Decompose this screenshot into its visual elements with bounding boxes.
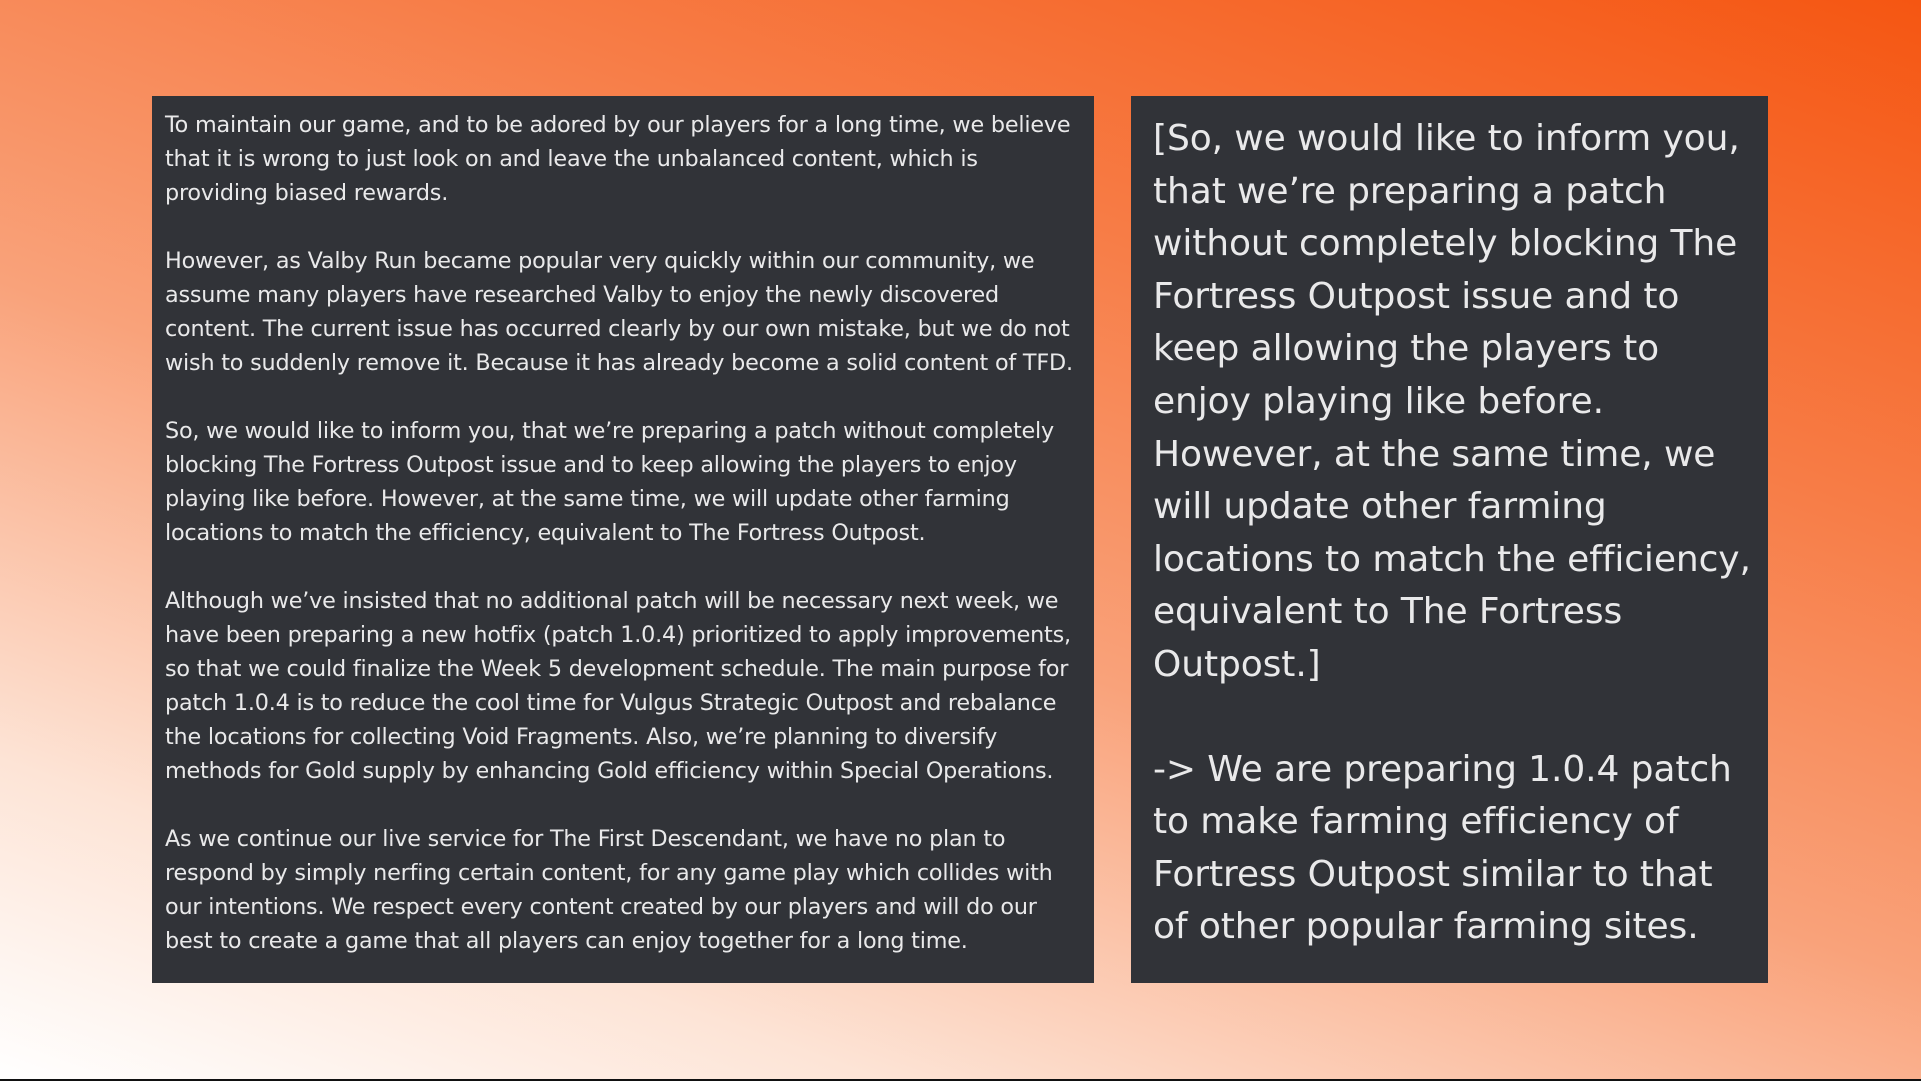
paragraph-5: As we continue our live service for The First Descendant, we have no plan to respond by simply nerfing certain content, for any game play which collides with our intentions. We respect every content created by our players and will do our best to create a game that all players can enjoy together for a long time.: [165, 826, 1053, 954]
announcement-text-panel: [152, 96, 1094, 983]
highlight-body: [1153, 113, 1752, 954]
highlight-quote: [So, we would like to inform you, that we’re preparing a patch without completely blocking The Fortress Outpost issue and to keep allowing the players to enjoy playing like before. However, at the same time, we will update other farming locations to match the efficiency, equivalent to The Fortress Outpost.]: [1153, 118, 1751, 685]
paragraph-3: So, we would like to inform you, that we’re preparing a patch without completely blocking The Fortress Outpost issue and to keep allowing the players to enjoy playing like before. However, at the same time, we will update other farming locations to match the efficiency, equivalent to The Fortress Outpost.: [165, 418, 1055, 546]
paragraph-1: To maintain our game, and to be adored by our players for a long time, we believe that it is wrong to just look on and leave the unbalanced content, which is providing biased rewards.: [165, 112, 1071, 206]
highlight-summary: -> We are preparing 1.0.4 patch to make farming efficiency of Fortress Outpost similar to that of other popular farming sites.: [1153, 748, 1732, 948]
paragraph-2: However, as Valby Run became popular very quickly within our community, we assume many players have researched Valby to enjoy the newly discovered content. The current issue has occurred clearly by our own mistake, but we do not wish to suddenly remove it. Because it has already become a solid content of TFD.: [165, 248, 1073, 376]
paragraph-4: Although we’ve insisted that no additional patch will be necessary next week, we have been preparing a new hotfix (patch 1.0.4) prioritized to apply improvements, so that we could finalize the Week 5 development schedule. The main purpose for patch 1.0.4 is to reduce the cool time for Vulgus Strategic Outpost and rebalance the locations for collecting Void Fragments. Also, we’re planning to diversify methods for Gold supply by enhancing Gold efficiency within Special Operations.: [165, 588, 1071, 784]
highlight-text-panel: [1131, 96, 1768, 983]
announcement-body: [165, 108, 1084, 958]
